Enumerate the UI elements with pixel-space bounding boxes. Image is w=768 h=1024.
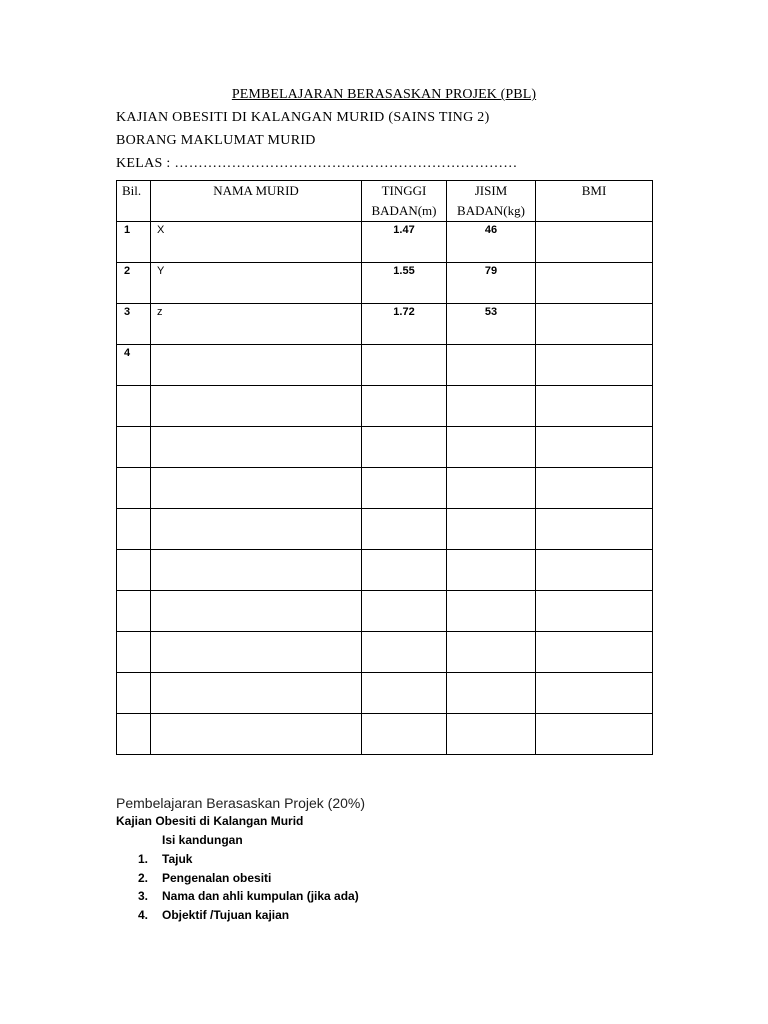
cell-jisim-badan-value xyxy=(447,509,535,511)
cell-bil[interactable] xyxy=(117,591,151,632)
list-text: Objektif /Tujuan kajian xyxy=(162,908,290,922)
cell-nama-murid-value xyxy=(151,632,361,634)
cell-tinggi-badan[interactable] xyxy=(362,263,447,304)
table-row xyxy=(117,222,653,263)
cell-nama-murid[interactable] xyxy=(151,509,362,550)
cell-tinggi-badan[interactable] xyxy=(362,673,447,714)
cell-bmi-value xyxy=(536,345,652,347)
cell-tinggi-badan[interactable] xyxy=(362,468,447,509)
cell-jisim-badan-value xyxy=(447,632,535,634)
cell-bmi[interactable] xyxy=(536,345,653,386)
cell-tinggi-badan[interactable] xyxy=(362,345,447,386)
header-bmi: BMI xyxy=(536,181,653,222)
cell-nama-murid-value xyxy=(151,714,361,716)
cell-jisim-badan[interactable] xyxy=(447,263,536,304)
table-row xyxy=(117,386,653,427)
cell-bil-value xyxy=(117,427,150,429)
cell-tinggi-badan-value: 1.72 xyxy=(393,306,415,318)
cell-nama-murid-value xyxy=(151,345,361,347)
cell-bil[interactable] xyxy=(117,632,151,673)
cell-tinggi-badan-value: 1.47 xyxy=(393,224,415,236)
cell-jisim-badan-value xyxy=(447,468,535,470)
cell-bil[interactable] xyxy=(117,550,151,591)
cell-bmi[interactable] xyxy=(536,427,653,468)
cell-tinggi-badan-value xyxy=(362,632,446,634)
cell-bmi[interactable] xyxy=(536,550,653,591)
cell-bmi[interactable] xyxy=(536,304,653,345)
cell-nama-murid-value xyxy=(151,386,361,388)
table-row xyxy=(117,673,653,714)
kelas-field[interactable]: KELAS : ……………………………………………………………… xyxy=(116,156,518,171)
list-item xyxy=(138,889,359,903)
cell-jisim-badan-value xyxy=(447,714,535,716)
cell-nama-murid[interactable] xyxy=(151,222,362,263)
list-item xyxy=(138,871,271,885)
cell-jisim-badan[interactable] xyxy=(447,304,536,345)
cell-bil-value xyxy=(117,673,150,675)
cell-nama-murid-value: X xyxy=(157,224,165,236)
cell-nama-murid[interactable] xyxy=(151,591,362,632)
list-text: Pengenalan obesiti xyxy=(162,871,272,885)
list-item xyxy=(138,908,289,922)
cell-tinggi-badan[interactable] xyxy=(362,509,447,550)
cell-tinggi-badan-value: 1.55 xyxy=(393,265,415,277)
cell-bmi[interactable] xyxy=(536,509,653,550)
cell-tinggi-badan-value xyxy=(362,345,446,347)
cell-tinggi-badan-value xyxy=(362,386,446,388)
cell-jisim-badan[interactable] xyxy=(447,222,536,263)
cell-jisim-badan[interactable] xyxy=(447,673,536,714)
cell-bil[interactable] xyxy=(117,263,151,304)
cell-nama-murid[interactable] xyxy=(151,632,362,673)
cell-bil[interactable] xyxy=(117,714,151,755)
cell-jisim-badan-value: 46 xyxy=(484,224,498,236)
list-number: 4. xyxy=(138,908,149,922)
cell-tinggi-badan[interactable] xyxy=(362,591,447,632)
cell-bmi-value xyxy=(536,550,652,552)
list-number: 2. xyxy=(138,871,149,885)
table-row xyxy=(117,632,653,673)
list-item xyxy=(138,852,192,866)
cell-jisim-badan[interactable] xyxy=(447,427,536,468)
list-number: 1. xyxy=(138,852,149,866)
cell-jisim-badan[interactable] xyxy=(447,509,536,550)
cell-tinggi-badan-value xyxy=(362,714,446,716)
table-row xyxy=(117,550,653,591)
cell-bmi[interactable] xyxy=(536,591,653,632)
cell-tinggi-badan[interactable] xyxy=(362,427,447,468)
table-header-row xyxy=(117,181,653,222)
cell-bil-value: 2 xyxy=(124,265,131,277)
cell-bmi-value xyxy=(536,222,652,224)
cell-tinggi-badan-value xyxy=(362,550,446,552)
cell-bmi-value xyxy=(536,714,652,716)
cell-tinggi-badan-value xyxy=(362,509,446,511)
cell-nama-murid-value xyxy=(151,427,361,429)
cell-jisim-badan-value xyxy=(447,673,535,675)
cell-nama-murid[interactable] xyxy=(151,714,362,755)
contents-label: Isi kandungan xyxy=(162,833,243,847)
cell-bmi[interactable] xyxy=(536,714,653,755)
cell-tinggi-badan[interactable] xyxy=(362,632,447,673)
header-tinggi-badan: TINGGI BADAN(m) xyxy=(362,181,447,222)
cell-bmi[interactable] xyxy=(536,673,653,714)
cell-bmi-value xyxy=(536,509,652,511)
cell-bmi-value xyxy=(536,263,652,265)
cell-bmi-value xyxy=(536,591,652,593)
cell-bmi-value xyxy=(536,468,652,470)
cell-nama-murid-value: z xyxy=(157,306,163,318)
study-title: KAJIAN OBESITI DI KALANGAN MURID (SAINS TING 2) xyxy=(116,110,490,125)
cell-nama-murid-value: Y xyxy=(157,265,165,277)
cell-bil-value xyxy=(117,632,150,634)
cell-jisim-badan-value xyxy=(447,550,535,552)
cell-nama-murid[interactable] xyxy=(151,345,362,386)
cell-tinggi-badan-value xyxy=(362,673,446,675)
table-row xyxy=(117,263,653,304)
cell-bmi[interactable] xyxy=(536,222,653,263)
header-bil: Bil. xyxy=(117,181,151,222)
cell-bmi-value xyxy=(536,632,652,634)
cell-bil-value xyxy=(117,468,150,470)
table-row xyxy=(117,427,653,468)
cell-nama-murid[interactable] xyxy=(151,304,362,345)
cell-bmi-value xyxy=(536,386,652,388)
cell-bil[interactable] xyxy=(117,345,151,386)
cell-bil-value xyxy=(117,386,150,388)
table-row xyxy=(117,468,653,509)
cell-bil-value: 3 xyxy=(124,306,131,318)
cell-bil-value: 4 xyxy=(124,347,131,359)
table-body xyxy=(117,222,653,755)
header-jisim-badan: JISIM BADAN(kg) xyxy=(447,181,536,222)
cell-bmi-value xyxy=(536,304,652,306)
cell-bil-value xyxy=(117,550,150,552)
cell-jisim-badan-value xyxy=(447,427,535,429)
cell-nama-murid-value xyxy=(151,673,361,675)
cell-jisim-badan-value: 79 xyxy=(484,265,498,277)
cell-bil-value xyxy=(117,509,150,511)
section-heading: Pembelajaran Berasaskan Projek (20%) xyxy=(116,795,366,811)
cell-jisim-badan-value: 53 xyxy=(484,306,498,318)
table-row xyxy=(117,509,653,550)
cell-tinggi-badan-value xyxy=(362,591,446,593)
table-row xyxy=(117,304,653,345)
cell-bil[interactable] xyxy=(117,427,151,468)
cell-jisim-badan[interactable] xyxy=(447,591,536,632)
cell-tinggi-badan[interactable] xyxy=(362,386,447,427)
cell-jisim-badan[interactable] xyxy=(447,345,536,386)
cell-nama-murid[interactable] xyxy=(151,386,362,427)
cell-bil[interactable] xyxy=(117,673,151,714)
cell-bmi[interactable] xyxy=(536,386,653,427)
cell-tinggi-badan[interactable] xyxy=(362,550,447,591)
topic-title: Kajian Obesiti di Kalangan Murid xyxy=(116,814,304,828)
cell-bmi-value xyxy=(536,427,652,429)
cell-jisim-badan-value xyxy=(447,386,535,388)
cell-tinggi-badan-value xyxy=(362,427,446,429)
table-row xyxy=(117,591,653,632)
table-row xyxy=(117,345,653,386)
cell-bmi-value xyxy=(536,673,652,675)
cell-nama-murid-value xyxy=(151,550,361,552)
list-number: 3. xyxy=(138,889,149,903)
cell-nama-murid[interactable] xyxy=(151,673,362,714)
cell-nama-murid[interactable] xyxy=(151,263,362,304)
cell-bil[interactable] xyxy=(117,222,151,263)
document-title: PEMBELAJARAN BERASASKAN PROJEK (PBL) xyxy=(231,87,537,102)
table-row xyxy=(117,714,653,755)
cell-tinggi-badan[interactable] xyxy=(362,222,447,263)
cell-bil-value xyxy=(117,714,150,716)
cell-bmi[interactable] xyxy=(536,632,653,673)
cell-bmi[interactable] xyxy=(536,263,653,304)
cell-tinggi-badan[interactable] xyxy=(362,304,447,345)
list-text: Tajuk xyxy=(162,852,193,866)
cell-bil[interactable] xyxy=(117,304,151,345)
cell-bil[interactable] xyxy=(117,386,151,427)
cell-jisim-badan[interactable] xyxy=(447,632,536,673)
cell-jisim-badan[interactable] xyxy=(447,550,536,591)
cell-jisim-badan[interactable] xyxy=(447,468,536,509)
cell-nama-murid-value xyxy=(151,468,361,470)
cell-jisim-badan[interactable] xyxy=(447,386,536,427)
cell-jisim-badan-value xyxy=(447,345,535,347)
header-nama-murid: NAMA MURID xyxy=(151,181,362,222)
cell-bil[interactable] xyxy=(117,468,151,509)
cell-bmi[interactable] xyxy=(536,468,653,509)
cell-tinggi-badan[interactable] xyxy=(362,714,447,755)
student-info-table xyxy=(116,180,653,755)
cell-nama-murid[interactable] xyxy=(151,550,362,591)
cell-nama-murid-value xyxy=(151,591,361,593)
cell-bil-value: 1 xyxy=(124,224,131,236)
cell-jisim-badan-value xyxy=(447,591,535,593)
cell-nama-murid-value xyxy=(151,509,361,511)
cell-nama-murid[interactable] xyxy=(151,468,362,509)
cell-bil-value xyxy=(117,591,150,593)
cell-tinggi-badan-value xyxy=(362,468,446,470)
cell-bil[interactable] xyxy=(117,509,151,550)
cell-jisim-badan[interactable] xyxy=(447,714,536,755)
list-text: Nama dan ahli kumpulan (jika ada) xyxy=(162,889,359,903)
form-title: BORANG MAKLUMAT MURID xyxy=(116,133,316,148)
cell-nama-murid[interactable] xyxy=(151,427,362,468)
